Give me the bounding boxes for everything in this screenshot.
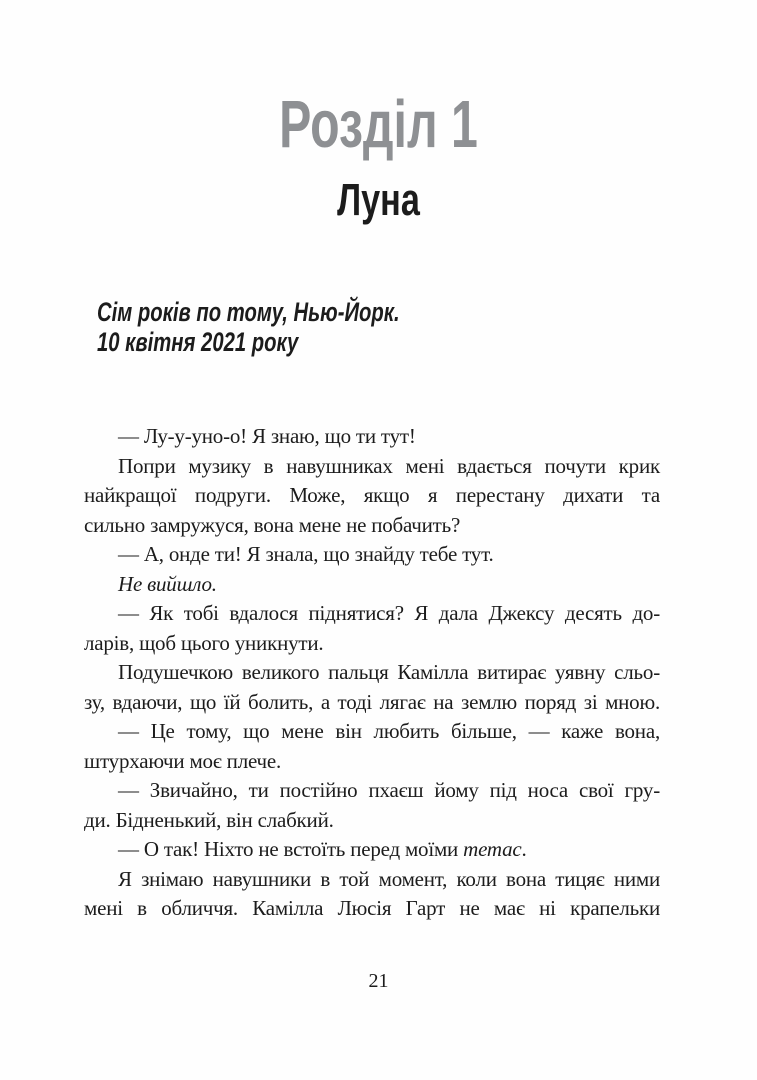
text-segment: — Це тому, що мене він любить більше, — каже вона,: [118, 719, 660, 743]
text-line: [84, 688, 660, 718]
text-line: [84, 511, 660, 541]
text-segment: — Звичайно, ти постійно пхаєш йому під носа свої гру-: [118, 778, 660, 802]
italic-text-segment: тетас: [463, 837, 522, 861]
text-segment: — О так! Ніхто не встоїть перед моїми: [118, 837, 464, 861]
text-segment: Подушечкою великого пальця Камілла витирає уявну сльо-: [118, 660, 660, 684]
scene-dateline: [97, 297, 400, 357]
paragraph: [84, 540, 660, 570]
body-text: [84, 422, 660, 924]
text-line: [84, 570, 660, 600]
text-segment: — Як тобі вдалося піднятися? Я дала Джексу десять до-: [118, 601, 660, 625]
text-segment: зу, вдаючи, що їй болить, а тоді лягає на землю поряд зі мною.: [84, 689, 660, 714]
text-line: [84, 629, 660, 659]
paragraph: [84, 717, 660, 776]
paragraph: [84, 599, 660, 658]
paragraph: [84, 865, 660, 924]
page-number: 21: [368, 970, 389, 992]
text-segment: ларів, щоб цього уникнути.: [84, 630, 324, 655]
text-segment: найкращої подруги. Може, якщо я перестану дихати та: [84, 483, 660, 507]
text-segment: — А, онде ти! Я знала, що знайду тебе тут.: [118, 542, 494, 566]
dateline-line-2: 10 квітня 2021 року: [97, 327, 299, 357]
text-segment: .: [521, 837, 527, 861]
paragraph: [84, 452, 660, 541]
text-line: [84, 422, 660, 452]
chapter-number-heading: Розділ 1: [279, 87, 478, 162]
text-segment: мені в обличчя. Камілла Люсія Гарт не має ні крапельки: [84, 896, 660, 920]
paragraph: [84, 570, 660, 600]
italic-text-segment: Не вийшло.: [118, 571, 217, 596]
text-segment: штурхаючи моє плече.: [84, 748, 282, 773]
text-line: [84, 894, 660, 924]
text-line: [84, 452, 660, 482]
text-line: [84, 599, 660, 629]
text-segment: ди. Бідненький, він слабкий.: [84, 807, 334, 832]
paragraph: [84, 776, 660, 835]
text-line: [84, 481, 660, 511]
text-line: [84, 776, 660, 806]
text-line: [84, 540, 660, 570]
text-segment: — Лу-у-уно-о! Я знаю, що ти тут!: [118, 424, 416, 448]
chapter-title-heading: Луна: [337, 174, 420, 225]
paragraph: [84, 422, 660, 452]
text-line: [84, 658, 660, 688]
text-line: [84, 747, 660, 777]
paragraph: [84, 835, 660, 865]
text-segment: сильно замружуся, вона мене не побачить?: [84, 512, 461, 537]
text-line: [84, 806, 660, 836]
text-segment: Попри музику в навушниках мені вдається почути крик: [118, 453, 660, 478]
text-line: [84, 835, 660, 865]
text-segment: Я знімаю навушники в той момент, коли вона тицяє ними: [118, 866, 660, 891]
paragraph: [84, 658, 660, 717]
text-line: [84, 865, 660, 895]
text-line: [84, 717, 660, 747]
dateline-line-1: Сім років по тому, Нью-Йорк.: [97, 297, 400, 327]
